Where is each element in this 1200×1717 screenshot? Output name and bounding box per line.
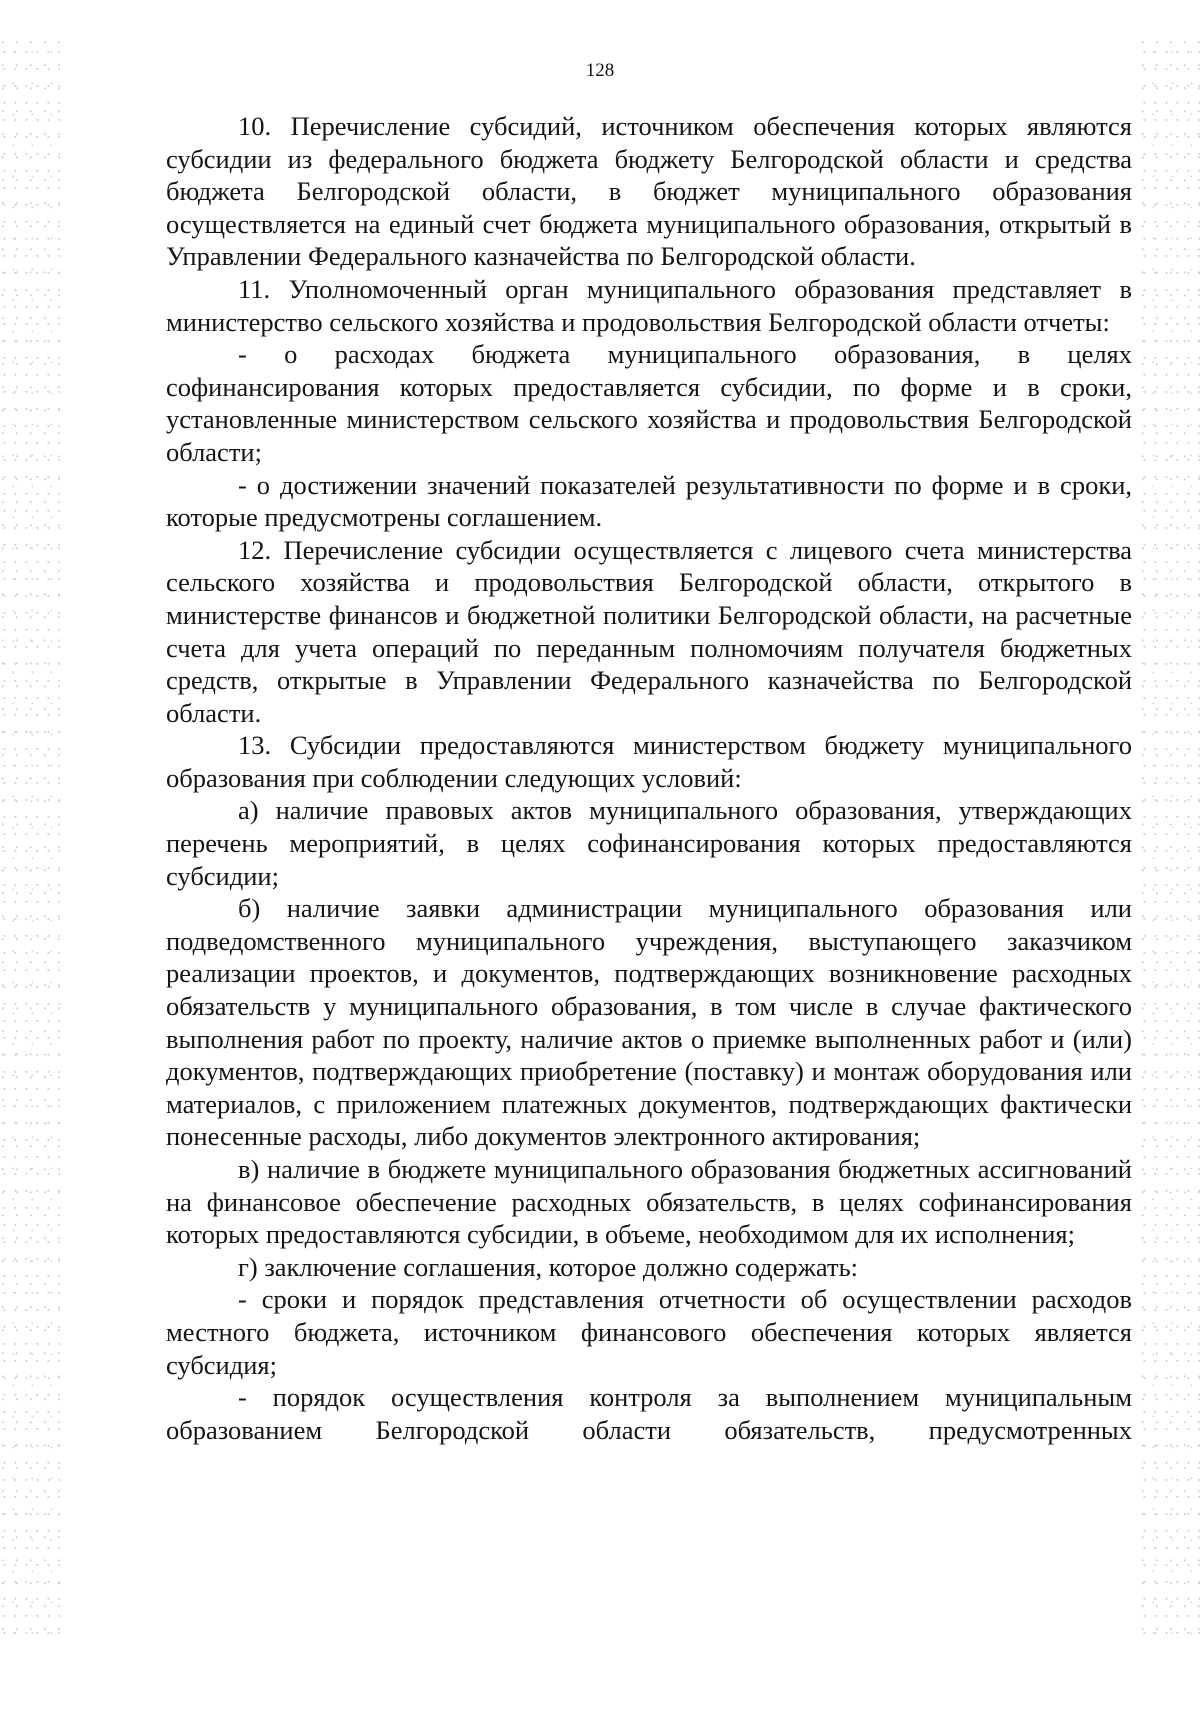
condition-g: г) заключение соглашения, которое должно содержать: (238, 1251, 859, 1282)
list-item-indicators-report: - о достижении значений показателей результативности по форме и в сроки, которые предусмотрены соглашением. (166, 469, 1132, 533)
paragraph-13: 13. Субсидии предоставляются министерством бюджету муниципального образования при соблюдении следующих условий: (166, 730, 1132, 793)
condition-v: в) наличие в бюджете муниципального образования бюджетных ассигнований на финансовое обеспечение расходных обязательств, в целях софинансирования которых предоставляются субсидии, в объеме, необходимом для их исполнения; (166, 1154, 1132, 1250)
document-body (166, 110, 1132, 1446)
condition-a: а) наличие правовых актов муниципального образования, утверждающих перечень мероприятий, в целях софинансирования которых предоставляются субсидии; (166, 795, 1132, 891)
condition-b: б) наличие заявки администрации муниципального образования или подведомственного муниципального учреждения, выступающего заказчиком реализации проектов, и документов, подтверждающих возникновение расходных обязательств у муниципального образования, в том числе в случае фактического выполнения работ по проекту, наличие актов о приемке выполненных работ и (или) документов, подтверждающих приобретение (поставку) и монтаж оборудования или материалов, с приложением платежных документов, подтверждающих фактически понесенные расходы, либо документов электронного актирования; (166, 893, 1132, 1152)
paragraph-12: 12. Перечисление субсидии осуществляется с лицевого счета министерства сельского хозяйства и продовольствия Белгородской области, открытого в министерстве финансов и бюджетной политики Белгородской области, на расчетные счета для учета операций по переданным полномочиям получателя бюджетных средств, открытые в Управлении Федерального казначейства по Белгородской области. (166, 534, 1132, 728)
page-number: 128 (585, 60, 615, 81)
agreement-item-reporting: - сроки и порядок представления отчетности об осуществлении расходов местного бюджета, источником финансового обеспечения которых является субсидия; (166, 1284, 1132, 1380)
scan-noise-right (1140, 40, 1200, 1640)
paragraph-10: 10. Перечисление субсидий, источником обеспечения которых являются субсидии из федерального бюджета бюджету Белгородской области и средства бюджета Белгородской области, в бюджет муниципального образования осуществляется на единый счет бюджета муниципального образования, открытый в Управлении Федерального казначейства по Белгородской области. (166, 111, 1132, 272)
agreement-item-control: - порядок осуществления контроля за выполнением муниципальным образованием Белгородской области обязательств, предусмотренных (166, 1382, 1132, 1445)
list-item-expenses-report: - о расходах бюджета муниципального образования, в целях софинансирования которых предоставляется субсидии, по форме и в сроки, установленные министерством сельского хозяйства и продовольствия Белгородской области; (166, 339, 1132, 467)
scan-noise-left (0, 40, 60, 1640)
paragraph-11: 11. Уполномоченный орган муниципального образования представляет в министерство сельского хозяйства и продовольствия Белгородской области отчеты: (166, 273, 1132, 337)
